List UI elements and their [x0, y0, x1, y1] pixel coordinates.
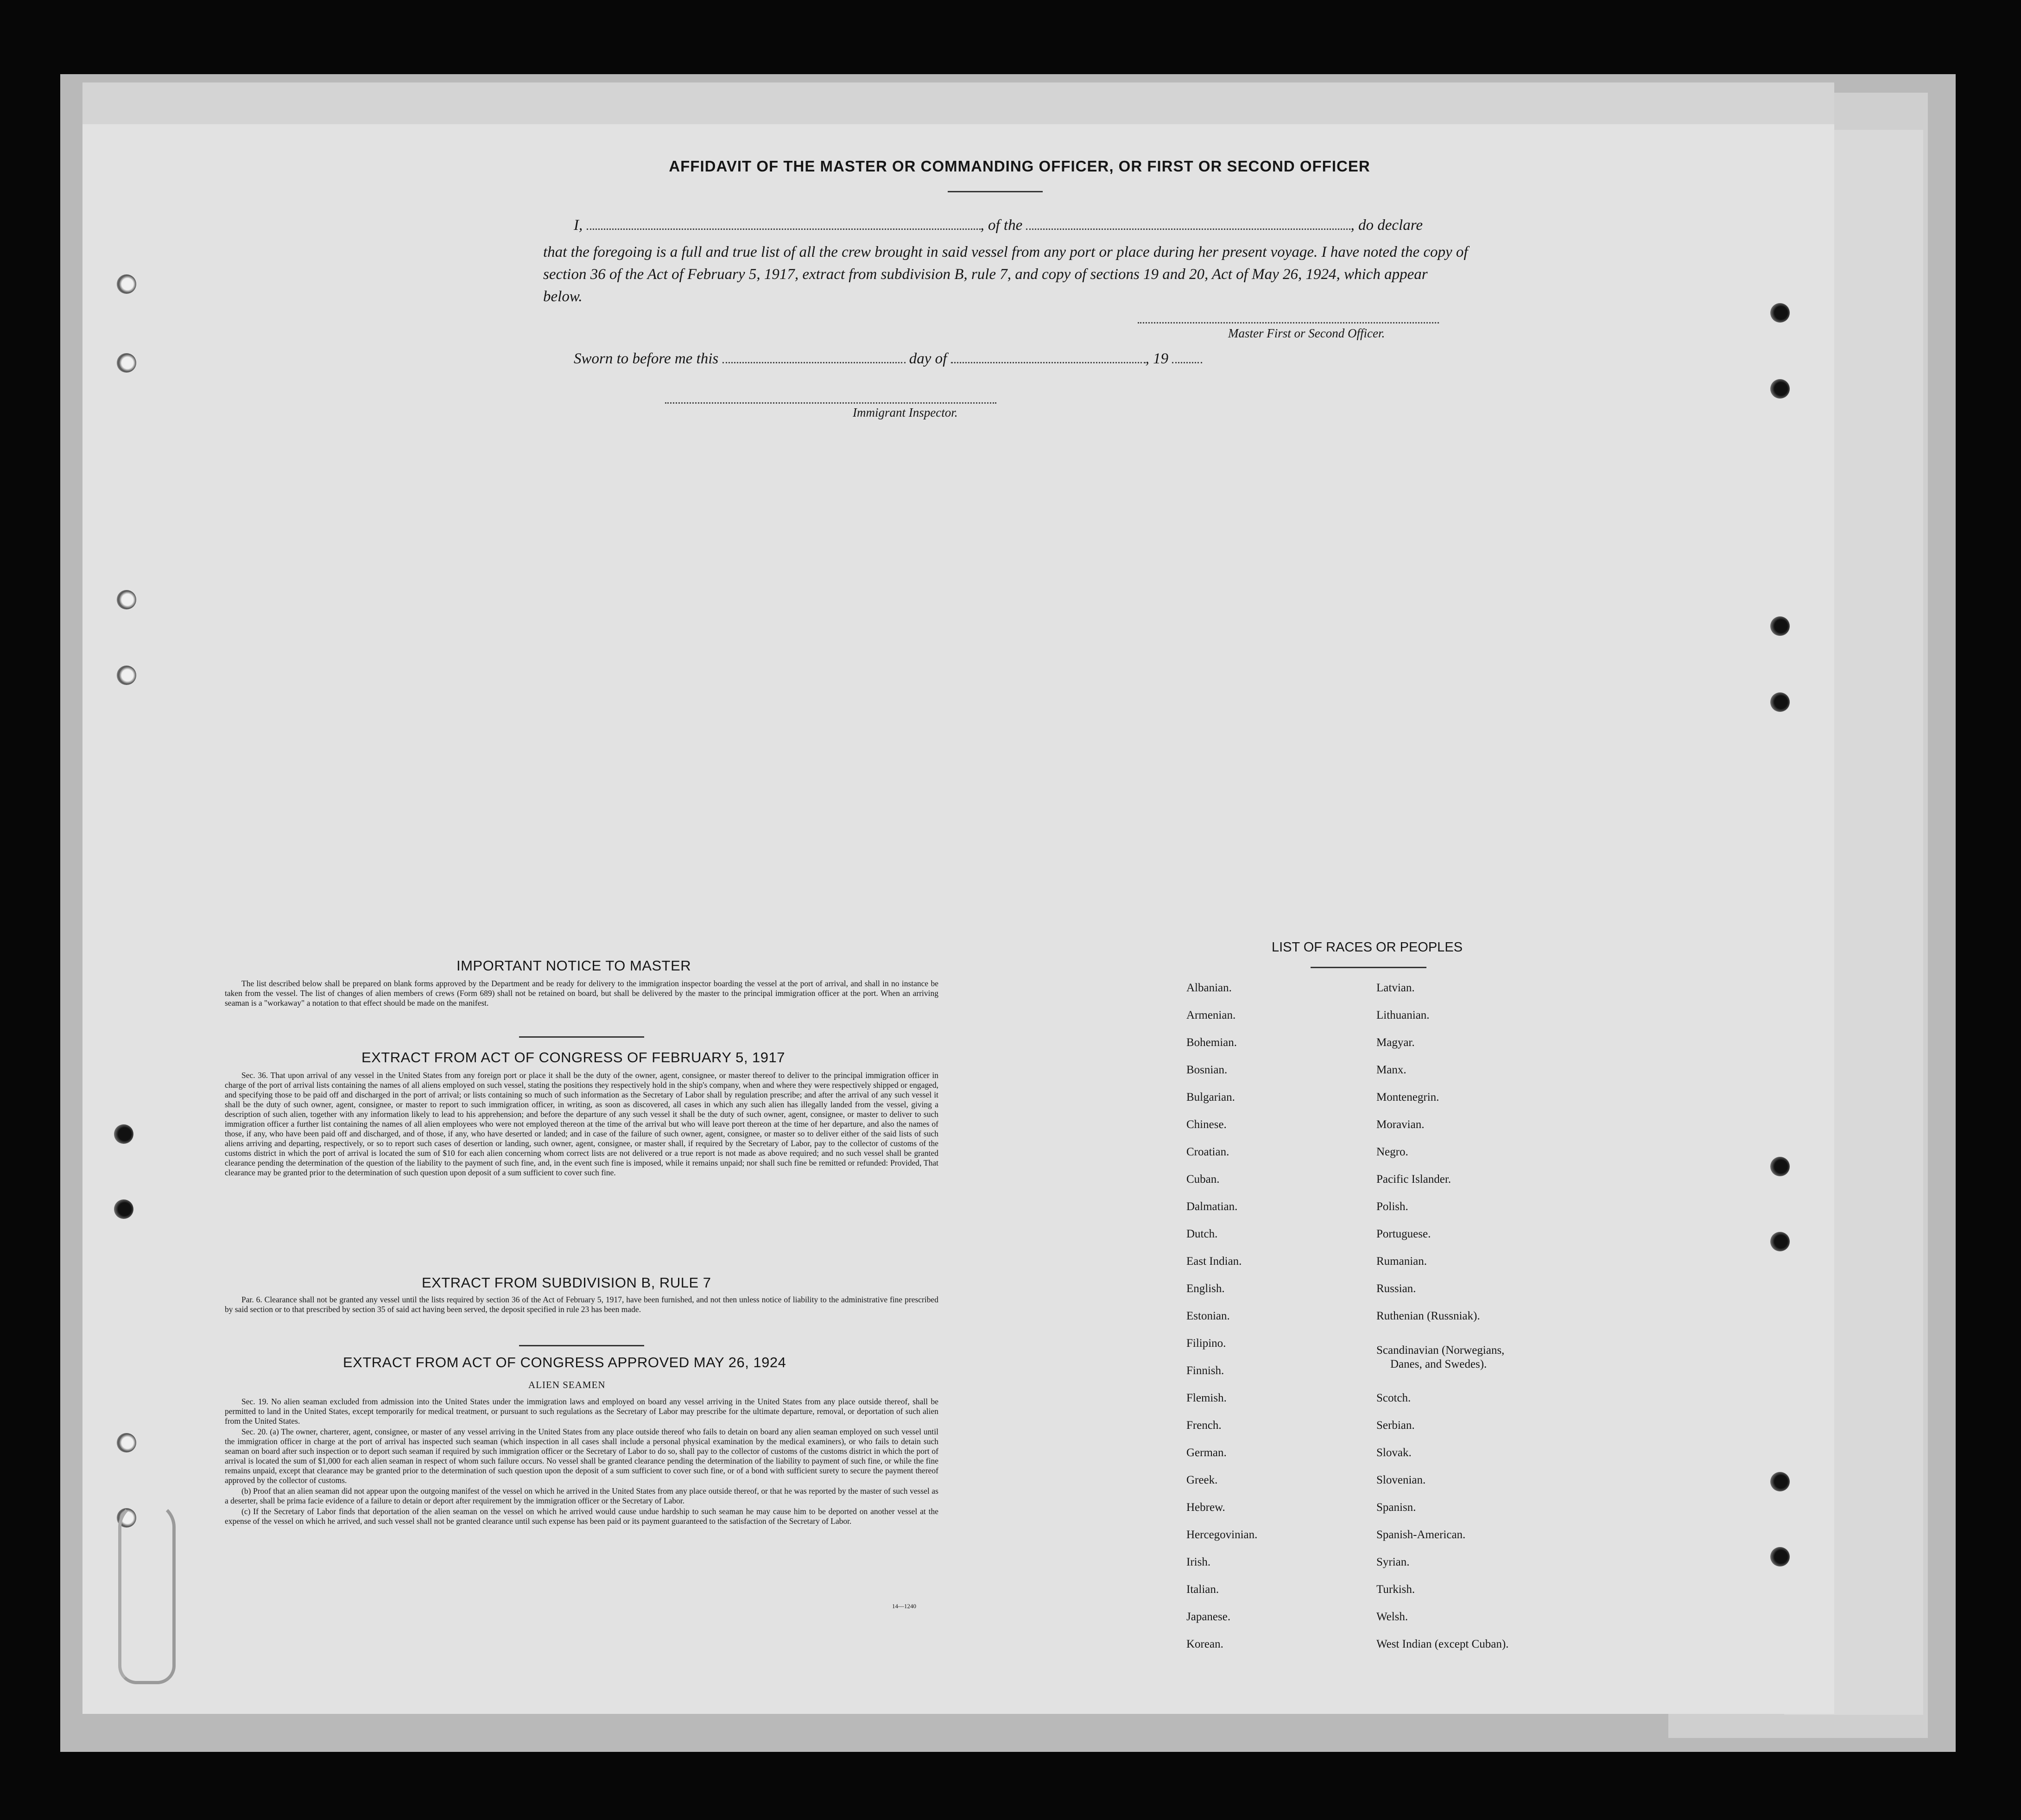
punch-hole-icon: [1770, 1547, 1790, 1566]
race-item: Serbian.: [1376, 1419, 1415, 1432]
race-item: Spanish-American.: [1376, 1528, 1466, 1541]
notice-body: [225, 979, 938, 1009]
race-item: Finnish.: [1186, 1364, 1224, 1377]
punch-hole-icon: [1770, 1472, 1790, 1491]
race-item: Ruthenian (Russniak).: [1376, 1310, 1480, 1322]
race-item: Filipino.: [1186, 1337, 1226, 1350]
name-field[interactable]: [587, 218, 981, 230]
race-item: Estonian.: [1186, 1310, 1230, 1322]
race-item: Slovenian.: [1376, 1474, 1426, 1486]
alien-seamen-subtitle: ALIEN SEAMEN: [528, 1379, 606, 1390]
notice-paragraph: The list described below shall be prepared on blank forms approved by the Department and be ready for delivery to the immigration inspector boarding the vessel at the port of arrival, and shall in no instance be taken from the vessel. The list of changes of alien members of crews (Form 689) shall not be retained on board, but shall be delivered by the master to the principal immigration officer at the port. When an arriving seaman is a "workaway" a notation to that effect should be made on the manifest.: [225, 979, 938, 1008]
punch-hole-icon: [1770, 692, 1790, 712]
punch-hole-icon: [117, 274, 136, 294]
sec-20b-paragraph: (b) Proof that an alien seaman did not appear upon the outgoing manifest of the vessel on which he arrived in the United States from any place outside thereof, or that he was reported by the master of such vessel as a deserter, shall be prima facie evidence of a failure to detain or deport after requirement by the immigration officer or the Secretary of Labor.: [225, 1486, 938, 1505]
master-signature-field[interactable]: [1138, 322, 1439, 323]
race-item: Rumanian.: [1376, 1255, 1427, 1268]
race-item: Slovak.: [1376, 1446, 1412, 1459]
binding-string: [118, 1502, 176, 1684]
punch-hole-icon: [1770, 1157, 1790, 1176]
race-item: Pacific Islander.: [1376, 1173, 1451, 1186]
punch-hole-icon: [1770, 616, 1790, 636]
notice-title: IMPORTANT NOTICE TO MASTER: [456, 958, 691, 974]
race-item: Lithuanian.: [1376, 1009, 1430, 1021]
extract-1917-title: EXTRACT FROM ACT OF CONGRESS OF FEBRUARY 5, 1917: [361, 1049, 786, 1065]
race-item: Chinese.: [1186, 1118, 1227, 1131]
punch-hole-icon: [1770, 303, 1790, 323]
form-code: 14—1240: [892, 1603, 916, 1610]
race-item: Syrian.: [1376, 1556, 1410, 1568]
master-signature-label: Master First or Second Officer.: [1228, 326, 1385, 340]
affidavit-title: AFFIDAVIT OF THE MASTER OR COMMANDING OFFICER, OR FIRST OR SECOND OFFICER: [669, 158, 1370, 175]
par-6-paragraph: Par. 6. Clearance shall not be granted any vessel until the lists required by section 36 of the Act of February 5, 1917, have been furnished, and not then unless notice of liability to the administrative fine prescribed by said section or to that prescribed by section 35 of said act having been served, the deposit specified in rule 23 has been made.: [225, 1295, 938, 1314]
sworn-day-of: day of: [909, 350, 947, 367]
race-item: Negro.: [1376, 1146, 1408, 1158]
race-item: East Indian.: [1186, 1255, 1242, 1268]
race-item: Irish.: [1186, 1556, 1211, 1568]
title-divider: [948, 191, 1043, 192]
race-item: Scandinavian (Norwegians,: [1376, 1344, 1505, 1357]
rule7-title: EXTRACT FROM SUBDIVISION B, RULE 7: [422, 1275, 711, 1291]
punch-hole-icon: [1770, 1232, 1790, 1251]
punch-hole-icon: [117, 353, 136, 373]
race-item: Manx.: [1376, 1064, 1406, 1076]
race-item: Scotch.: [1376, 1392, 1411, 1404]
race-item: Moravian.: [1376, 1118, 1425, 1131]
race-item: Portuguese.: [1376, 1228, 1431, 1240]
section-36-paragraph: Sec. 36. That upon arrival of any vessel in the United States from any foreign port or place it shall be the duty of the owner, agent, consignee, or master thereof to deliver to the principal immigration officer in charge of the port of arrival lists containing the names of all aliens employed on such vessel, stating the positions they respectively hold in the ship's company, when and where they were respectively shipped or engaged, and specifying those to be paid off and discharged in the port of arrival; or lists containing so much of such information as the Secretary of Labor shall by regulation prescribe; and after the arrival of any such vessel it shall be the duty of such owner, agent, consignee, or master to report to such immigration officer, in writing, as soon as discovered, all cases in which any such alien has illegally landed from the vessel, giving a description of such alien, together with any information likely to lead to his apprehension; and before the departure of any such vessel it shall be the duty of such owner, agent, consignee, or master to deliver to such immigration officer a further list containing the names of all alien employees who were not employed thereon at the time of the arrival but who will leave port thereon at the time of her departure, and also the names of those, if any, who have been paid off and discharged, and of those, if any, who have deserted or landed; and in case of the failure of such owner, agent, consignee, or master so to deliver either of the said lists of such aliens arriving and departing, respectively, or so to report such cases of desertion or landing, such owner, agent, consignee, or master shall, if required by the Secretary of Labor, pay to the collector of customs of the customs district in which the port of arrival is located the sum of $10 for each alien concerning whom correct lists are not delivered or a true report is not made as above required; and no such vessel shall be granted clearance pending the determination of the question of the liability to the payment of such fine, and, in the event such fine is imposed, while it remains unpaid; nor shall such fine be remitted or refunded: Provided, That clearance may be granted prior to the determination of such question upon deposit of a sum sufficient to cover such fine.: [225, 1071, 938, 1177]
section-divider: [519, 1036, 644, 1038]
sworn-line: [574, 350, 1202, 368]
race-item: Greek.: [1186, 1474, 1218, 1486]
race-item: English.: [1186, 1282, 1225, 1295]
sworn-year-field[interactable]: [1172, 352, 1202, 363]
race-item: Cuban.: [1186, 1173, 1220, 1186]
race-item: Dalmatian.: [1186, 1200, 1238, 1213]
race-item: Latvian.: [1376, 982, 1415, 994]
race-item: Armenian.: [1186, 1009, 1236, 1021]
extract-1924-body: [225, 1397, 938, 1527]
race-item: Welsh.: [1376, 1611, 1408, 1623]
affidavit-body: that the foregoing is a full and true list of all the crew brought in said vessel from any port or place during her present voyage. I have noted the copy of section 36 of the Act of February 5, 1917, extract from subdivision B, rule 7, and copy of sections 19 and 20, Act of May 26, 1924, which appear below.: [543, 244, 1468, 305]
punch-hole-icon: [117, 666, 136, 685]
race-item: Albanian.: [1186, 982, 1232, 994]
punch-hole-icon: [117, 1433, 136, 1452]
race-item: Magyar.: [1376, 1036, 1415, 1049]
race-item: Hercegovinian.: [1186, 1528, 1258, 1541]
races-divider: [1311, 967, 1426, 968]
sworn-prefix: Sworn to before me this: [574, 350, 719, 367]
race-item: Korean.: [1186, 1638, 1223, 1650]
race-item: Turkish.: [1376, 1583, 1415, 1596]
race-item: Italian.: [1186, 1583, 1219, 1596]
punch-hole-icon: [114, 1199, 133, 1219]
race-item: Bohemian.: [1186, 1036, 1237, 1049]
sec-20c-paragraph: (c) If the Secretary of Labor finds that deportation of the alien seaman on the vessel on which he arrived would cause undue hardship to such seaman he may cause him to be deported on another vessel at the expense of the vessel on which he arrived, and such vessel shall not be granted clearance until such expense has been paid or its payment guaranteed to the satisfaction of the Secretary of Labor.: [225, 1507, 938, 1526]
extract-1924-title: EXTRACT FROM ACT OF CONGRESS APPROVED MAY 26, 1924: [343, 1354, 786, 1370]
race-item: Hebrew.: [1186, 1501, 1225, 1514]
sec-19-paragraph: Sec. 19. No alien seaman excluded from admission into the United States under the immigration laws and employed on board any vessel arriving in the United States from any place outside thereof, shall be permitted to land in the United States, except temporarily for medical treatment, or pursuant to such regulations as the Secretary of Labor may prescribe for the ultimate departure, removal, or deportation of such alien from the United States.: [225, 1397, 938, 1426]
inspector-signature-label: Immigrant Inspector.: [853, 406, 958, 419]
race-item: West Indian (except Cuban).: [1376, 1638, 1509, 1650]
race-item: Polish.: [1376, 1200, 1408, 1213]
rule7-body: [225, 1295, 938, 1315]
declaration-of-the: , of the: [980, 217, 1023, 234]
inspector-signature-field[interactable]: [665, 402, 996, 404]
punch-hole-icon: [114, 1124, 133, 1144]
races-title: LIST OF RACES OR PEOPLES: [1271, 940, 1463, 955]
vessel-field[interactable]: [1026, 218, 1350, 230]
race-item: Spanisn.: [1376, 1501, 1416, 1514]
page-top-strip: [82, 82, 1834, 124]
punch-hole-icon: [1770, 379, 1790, 399]
affidavit-declaration-line: [574, 217, 1423, 234]
sec-20a-paragraph: Sec. 20. (a) The owner, charterer, agent, consignee, or master of any vessel arriving in the United States from any place outside thereof who fails to detain on board any alien seaman employed on such vessel until the immigration officer in charge at the port of arrival has inspected such seaman (which inspection in all cases shall include a personal physical examination by the medical examiners), or who fails to detain such seaman on board after such inspection or to deport such seaman if required by such immigration officer or the Secretary of Labor to do so, shall pay to the collector of customs of the customs district in which the port of arrival is located the sum of $1,000 for each alien seaman in respect of whom such failure occurs. No vessel shall be granted clearance pending the determination of the liability to payment of such fine, or while the fine remains unpaid, except that clearance may be granted prior to the determination of such question upon the deposit of a sum sufficient to cover such fine, or of a bond with sufficient surety to secure the payment thereof approved by the collector of customs.: [225, 1427, 938, 1485]
race-item: Dutch.: [1186, 1228, 1218, 1240]
extract-1917-body: [225, 1071, 938, 1179]
race-item: Bosnian.: [1186, 1064, 1228, 1076]
race-item: Croatian.: [1186, 1146, 1229, 1158]
race-item: Russian.: [1376, 1282, 1416, 1295]
race-item: Flemish.: [1186, 1392, 1227, 1404]
section-divider: [519, 1345, 644, 1346]
race-item: Montenegrin.: [1376, 1091, 1439, 1103]
sworn-year-prefix: , 19: [1145, 350, 1169, 367]
declaration-i: I,: [574, 217, 583, 234]
sworn-day-field[interactable]: [722, 352, 906, 363]
race-item: Danes, and Swedes).: [1390, 1358, 1487, 1370]
race-item: Bulgarian.: [1186, 1091, 1235, 1103]
sworn-month-field[interactable]: [951, 352, 1146, 363]
punch-hole-icon: [117, 590, 136, 609]
declaration-do-declare: , do declare: [1350, 217, 1423, 234]
race-item: Japanese.: [1186, 1611, 1231, 1623]
race-item: German.: [1186, 1446, 1227, 1459]
race-item: French.: [1186, 1419, 1222, 1432]
